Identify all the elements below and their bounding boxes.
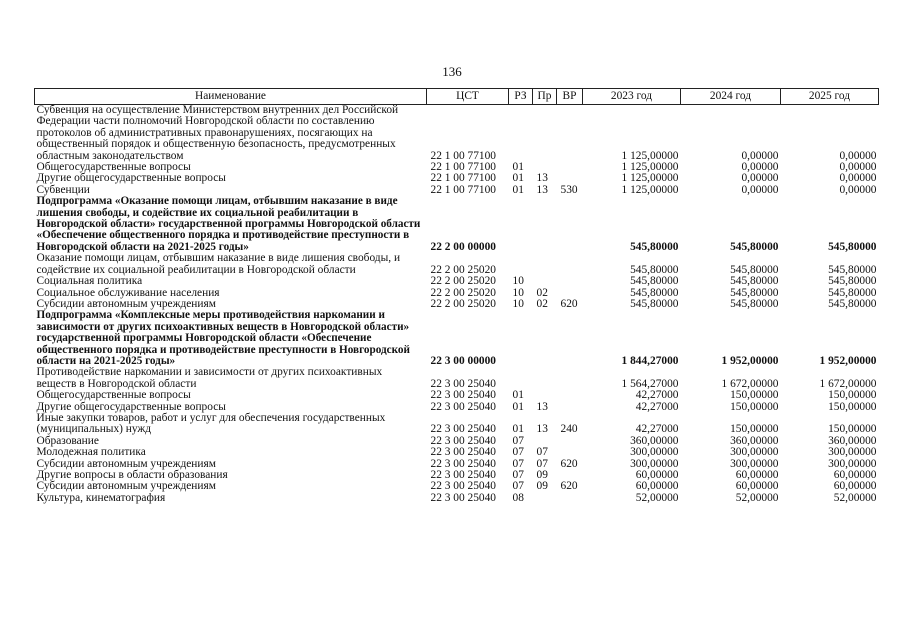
row-2023: 60,00000 — [635, 480, 679, 493]
row-2025: 1 952,00000 — [819, 354, 877, 367]
row-2023: 545,80000 — [630, 286, 679, 299]
row-2024: 0,00000 — [741, 183, 779, 196]
row-rz: 01 — [512, 423, 524, 436]
row-pr — [533, 253, 557, 276]
row-2023: 1 125,00000 — [621, 149, 679, 162]
row-2023: 545,80000 — [630, 240, 679, 253]
row-pr: 02 — [536, 297, 548, 310]
row-2023: 42,27000 — [635, 423, 679, 436]
row-2024: 1 672,00000 — [721, 377, 779, 390]
row-cst: 22 3 00 25040 — [430, 434, 496, 447]
row-2025: 360,00000 — [828, 434, 877, 447]
row-2024: 60,00000 — [735, 480, 779, 493]
row-rz — [509, 310, 533, 367]
row-pr: 07 — [536, 457, 548, 470]
row-vr — [557, 436, 583, 447]
row-2023: 1 564,27000 — [621, 377, 679, 390]
row-cst: 22 3 00 25040 — [430, 377, 496, 390]
row-2023: 42,27000 — [635, 400, 679, 413]
row-2025: 545,80000 — [828, 297, 877, 310]
row-vr — [557, 196, 583, 253]
row-rz: 01 — [512, 389, 524, 402]
row-2025: 1 672,00000 — [819, 377, 877, 390]
row-vr — [557, 276, 583, 287]
row-2024: 360,00000 — [730, 434, 779, 447]
row-cst: 22 1 00 77100 — [430, 149, 496, 162]
row-vr: 620 — [560, 297, 578, 310]
row-cst: 22 2 00 25020 — [430, 297, 496, 310]
row-2025: 545,80000 — [828, 240, 877, 253]
table-row — [35, 196, 879, 253]
row-2023: 300,00000 — [630, 446, 679, 459]
row-pr — [533, 390, 557, 401]
row-2023: 1 125,00000 — [621, 161, 679, 174]
header-pr: Пр — [533, 89, 557, 105]
row-2024: 150,00000 — [730, 389, 779, 402]
row-cst: 22 3 00 25040 — [430, 389, 496, 402]
row-2024: 545,80000 — [730, 297, 779, 310]
row-name: Субсидии автономным учреждениям — [36, 480, 216, 493]
table-row — [35, 105, 879, 163]
header-cst: ЦСТ — [427, 89, 509, 105]
header-2025: 2025 год — [781, 89, 879, 105]
row-2024: 545,80000 — [730, 275, 779, 288]
row-cst: 22 1 00 77100 — [430, 183, 496, 196]
row-2025: 300,00000 — [828, 457, 877, 470]
row-vr: 240 — [560, 423, 578, 436]
row-pr — [533, 276, 557, 287]
row-2024: 1 952,00000 — [721, 354, 779, 367]
row-name: Другие общегосударственные вопросы — [36, 400, 226, 413]
row-rz — [509, 367, 533, 390]
row-cst: 22 3 00 25040 — [430, 491, 496, 504]
row-rz: 07 — [512, 446, 524, 459]
header-vr: ВР — [557, 89, 583, 105]
row-rz: 01 — [512, 172, 524, 185]
row-2025: 150,00000 — [828, 389, 877, 402]
row-rz: 07 — [512, 480, 524, 493]
row-2023: 545,80000 — [630, 263, 679, 276]
row-name: Общегосударственные вопросы — [36, 389, 191, 402]
row-2024: 0,00000 — [741, 172, 779, 185]
row-2025: 150,00000 — [828, 423, 877, 436]
row-rz — [509, 196, 533, 253]
table-row — [35, 390, 879, 401]
row-pr: 09 — [536, 469, 548, 481]
row-rz — [509, 105, 533, 163]
row-2025: 0,00000 — [839, 172, 877, 185]
row-rz: 01 — [512, 400, 524, 413]
row-2024: 60,00000 — [735, 469, 779, 481]
header-2024: 2024 год — [681, 89, 781, 105]
table-row — [35, 276, 879, 287]
row-vr: 620 — [560, 480, 578, 493]
header-rz: РЗ — [509, 89, 533, 105]
row-2025: 0,00000 — [839, 161, 877, 174]
row-pr — [533, 367, 557, 390]
row-cst: 22 1 00 77100 — [430, 161, 496, 174]
row-cst: 22 3 00 00000 — [430, 354, 496, 367]
row-name: Субвенция на осуществление Министерством внутренних дел Российской Федерации части полномочий Новгородской области по составлению протоколов об административных правонарушениях, посягающих на общественный порядок и общественную безопасность, предусмотренных областным законодательством — [36, 104, 399, 162]
table-row — [35, 493, 879, 504]
row-vr — [557, 162, 583, 173]
row-2023: 545,80000 — [630, 297, 679, 310]
row-cst: 22 2 00 25020 — [430, 263, 496, 276]
row-cst: 22 2 00 25020 — [430, 286, 496, 299]
row-name: Общегосударственные вопросы — [36, 161, 191, 174]
row-rz: 01 — [512, 183, 524, 196]
row-2025: 300,00000 — [828, 446, 877, 459]
row-pr: 13 — [536, 172, 548, 185]
row-rz: 10 — [512, 286, 524, 299]
row-2025: 52,00000 — [833, 491, 877, 504]
row-rz: 10 — [512, 297, 524, 310]
row-2025: 0,00000 — [839, 183, 877, 196]
row-rz: 01 — [512, 161, 524, 174]
row-2023: 52,00000 — [635, 491, 679, 504]
table-row — [35, 253, 879, 276]
row-cst: 22 3 00 25040 — [430, 469, 496, 481]
row-2024: 300,00000 — [730, 446, 779, 459]
row-vr — [557, 493, 583, 504]
budget-table — [34, 88, 879, 504]
row-2023: 545,80000 — [630, 275, 679, 288]
row-2024: 52,00000 — [735, 491, 779, 504]
page-number: 136 — [442, 64, 462, 79]
row-2025: 150,00000 — [828, 400, 877, 413]
row-rz: 07 — [512, 434, 524, 447]
row-2025: 545,80000 — [828, 286, 877, 299]
row-vr — [557, 402, 583, 413]
row-2023: 42,27000 — [635, 389, 679, 402]
table-row — [35, 447, 879, 458]
row-name: Субсидии автономным учреждениям — [36, 297, 216, 310]
row-2024: 545,80000 — [730, 240, 779, 253]
row-name: Субсидии автономным учреждениям — [36, 457, 216, 470]
row-pr: 02 — [536, 286, 548, 299]
row-2023: 1 125,00000 — [621, 183, 679, 196]
row-2025: 0,00000 — [839, 149, 877, 162]
row-vr — [557, 447, 583, 458]
row-pr: 09 — [536, 480, 548, 493]
row-2024: 0,00000 — [741, 161, 779, 174]
row-cst: 22 3 00 25040 — [430, 480, 496, 493]
row-pr — [533, 105, 557, 163]
row-name: Подпрограмма «Оказание помощи лицам, отбывшим наказание в виде лишения свободы, и содействие их социальной реабилитации в Новгородской области» государственной программы Новгородской области «Обеспечение общественного порядка и противодействие преступности в Новгородской области на 2021-2025 годы» — [36, 195, 421, 253]
row-name: Культура, кинематография — [36, 491, 166, 504]
header-2023: 2023 год — [583, 89, 681, 105]
row-vr — [557, 253, 583, 276]
row-name: Образование — [36, 434, 99, 447]
row-2024: 0,00000 — [741, 149, 779, 162]
row-cst: 22 3 00 25040 — [430, 446, 496, 459]
row-cst: 22 3 00 25040 — [430, 457, 496, 470]
row-name: Социальная политика — [36, 275, 143, 288]
row-rz: 10 — [512, 275, 524, 288]
table-row — [35, 310, 879, 367]
row-cst: 22 2 00 25020 — [430, 275, 496, 288]
row-2024: 150,00000 — [730, 400, 779, 413]
row-name: Оказание помощи лицам, отбывшим наказание в виде лишения свободы, и содействие их социальной реабилитации в Новгородской области — [36, 252, 401, 276]
row-pr: 13 — [536, 183, 548, 196]
row-2023: 300,00000 — [630, 457, 679, 470]
row-cst: 22 3 00 25040 — [430, 423, 496, 436]
row-2024: 545,80000 — [730, 263, 779, 276]
row-cst: 22 2 00 00000 — [430, 240, 496, 253]
row-2024: 150,00000 — [730, 423, 779, 436]
row-2023: 1 125,00000 — [621, 172, 679, 185]
row-2024: 545,80000 — [730, 286, 779, 299]
row-name: Социальное обслуживание населения — [36, 286, 220, 299]
row-vr — [557, 367, 583, 390]
row-name: Другие общегосударственные вопросы — [36, 172, 226, 185]
row-pr: 13 — [536, 400, 548, 413]
header-name: Наименование — [35, 89, 427, 105]
row-name: Иные закупки товаров, работ и услуг для обеспечения государственных (муниципальных) нужд — [36, 411, 386, 436]
row-pr — [533, 310, 557, 367]
row-name: Молодежная политика — [36, 446, 146, 459]
row-rz: 07 — [512, 469, 524, 481]
row-2023: 360,00000 — [630, 434, 679, 447]
row-rz: 08 — [512, 491, 524, 504]
row-vr — [557, 310, 583, 367]
table-row — [35, 413, 879, 436]
row-vr — [557, 105, 583, 163]
row-name: Противодействие наркомании и зависимости от других психоактивных веществ в Новгородской области — [36, 366, 383, 390]
row-pr — [533, 493, 557, 504]
row-vr: 530 — [560, 183, 578, 196]
row-2025: 545,80000 — [828, 275, 877, 288]
row-pr — [533, 196, 557, 253]
row-cst: 22 1 00 77100 — [430, 172, 496, 185]
row-2023: 60,00000 — [635, 469, 679, 481]
row-2025: 60,00000 — [833, 480, 877, 493]
row-name: Субвенции — [36, 183, 90, 196]
table-row — [35, 367, 879, 390]
row-2025: 60,00000 — [833, 469, 877, 481]
row-2025: 545,80000 — [828, 263, 877, 276]
row-2023: 1 844,27000 — [621, 354, 679, 367]
row-pr: 13 — [536, 423, 548, 436]
row-vr — [557, 390, 583, 401]
row-2024: 300,00000 — [730, 457, 779, 470]
header-row — [35, 89, 879, 105]
row-cst: 22 3 00 25040 — [430, 400, 496, 413]
row-rz: 07 — [512, 457, 524, 470]
row-pr: 07 — [536, 446, 548, 459]
row-rz — [509, 253, 533, 276]
row-name: Подпрограмма «Комплексные меры противодействия наркомании и зависимости от других психоактивных веществ в Новгородской области» государственной программы Новгородской области «Обеспечение общественного порядка и противодействие преступности в Новгородской области на 2021-2025 годы» — [36, 309, 410, 367]
row-name: Другие вопросы в области образования — [36, 469, 228, 481]
row-vr: 620 — [560, 457, 578, 470]
